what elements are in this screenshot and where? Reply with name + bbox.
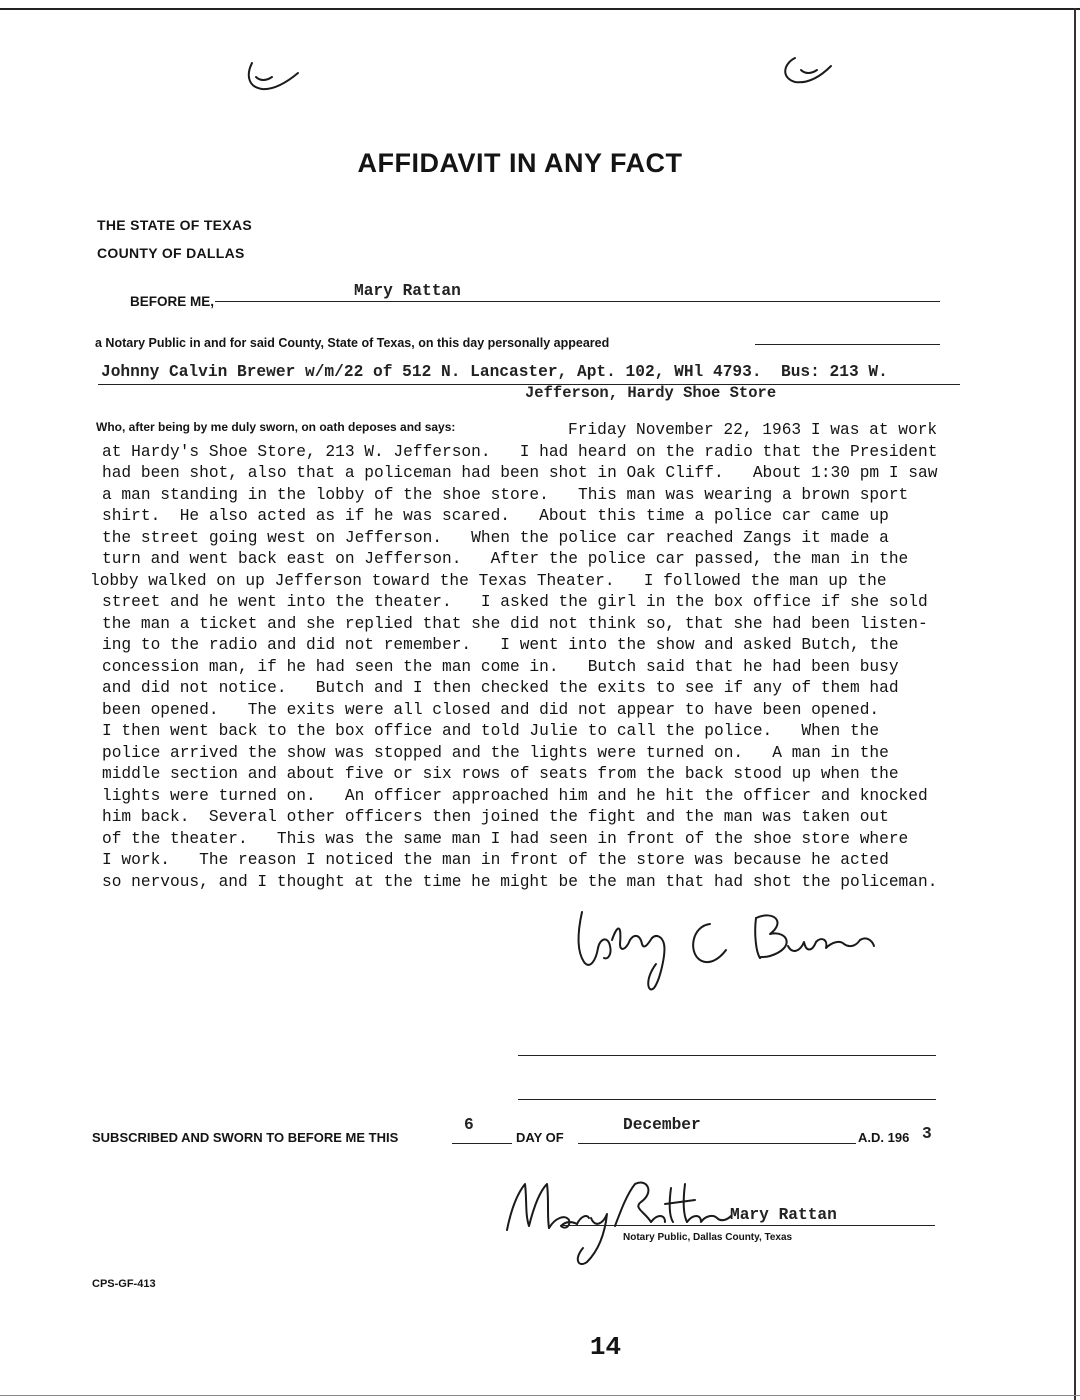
affiant-signature xyxy=(560,900,900,1000)
page-number: 14 xyxy=(589,1332,622,1362)
check-mark-right-icon xyxy=(775,50,845,95)
affiant-line-1: Johnny Calvin Brewer w/m/22 of 512 N. Lancaster, Apt. 102, WHl 4793. Bus: 213 W. xyxy=(101,363,888,381)
statement-line: been opened. The exits were all closed and did not appear to have been opened. xyxy=(102,700,880,719)
document-title: AFFIDAVIT IN ANY FACT xyxy=(357,148,683,178)
sworn-day: 6 xyxy=(464,1116,474,1134)
statement-body xyxy=(90,420,1042,893)
statement-line: middle section and about five or six rows of seats from the back stood up when the xyxy=(102,765,899,783)
statement-line: so nervous, and I thought at the time he might be the man that had shot the policeman. xyxy=(102,872,938,891)
sworn-label: SUBSCRIBED AND SWORN TO BEFORE ME THIS xyxy=(92,1130,399,1145)
statement-line: concession man, if he had seen the man come in. Butch said that he had been busy xyxy=(102,657,899,676)
page-bottom-edge xyxy=(0,1395,1080,1396)
state-label: THE STATE OF TEXAS xyxy=(97,217,252,233)
statement-line: police arrived the show was stopped and the lights were turned on. A man in the xyxy=(102,743,889,762)
before-me-label: BEFORE ME, xyxy=(130,294,215,309)
notary-name-typed: Mary Rattan xyxy=(354,282,461,300)
statement-line: a man standing in the lobby of the shoe store. This man was wearing a brown sport xyxy=(102,485,909,504)
sworn-year-digit: 3 xyxy=(922,1125,932,1143)
statement-line: had been shot, also that a policeman had been shot in Oak Cliff. About 1:30 pm I saw xyxy=(102,464,938,482)
notary-title: Notary Public, Dallas County, Texas xyxy=(623,1232,793,1243)
statement-line: the man a ticket and she replied that she did not think so, that she had been listen- xyxy=(102,614,928,633)
page-right-edge xyxy=(1074,8,1076,1400)
statement-line: at Hardy's Shoe Store, 213 W. Jefferson. I had heard on the radio that the President xyxy=(102,442,938,461)
form-number: CPS-GF-413 xyxy=(92,1278,156,1290)
notary-statement: a Notary Public in and for said County, State of Texas, on this day personally appeared xyxy=(95,336,610,350)
statement-line: I work. The reason I noticed the man in front of the store was because he acted xyxy=(102,851,889,869)
statement-line: and did not notice. Butch and I then checked the exits to see if any of them had xyxy=(102,679,899,697)
statement-line: shirt. He also acted as if he was scared. About this time a police car came up xyxy=(102,507,889,525)
page-top-edge xyxy=(0,8,1080,10)
deposes-label: Who, after being by me duly sworn, on oath deposes and says: xyxy=(96,420,456,434)
notary-signature-line xyxy=(560,1225,935,1226)
notary-typed-name: Mary Rattan xyxy=(730,1206,837,1224)
statement-line: him back. Several other officers then joined the fight and the man was taken out xyxy=(102,808,889,826)
signature-line-2 xyxy=(518,1099,936,1100)
statement-line: ing to the radio and did not remember. I went into the show and asked Butch, the xyxy=(102,636,899,654)
statement-line: street and he went into the theater. I asked the girl in the box office if she sold xyxy=(102,593,928,611)
notary-statement-underline xyxy=(755,344,940,345)
statement-line: turn and went back east on Jefferson. After the police car passed, the man in the xyxy=(102,550,909,568)
county-label: COUNTY OF DALLAS xyxy=(97,245,245,261)
statement-line: Friday November 22, 1963 I was at work xyxy=(568,421,938,439)
sworn-month: December xyxy=(623,1116,701,1134)
check-mark-left-icon xyxy=(240,55,310,100)
sworn-day-underline xyxy=(452,1143,512,1144)
sworn-month-underline xyxy=(578,1143,856,1144)
notary-signature xyxy=(495,1170,735,1270)
statement-line: I then went back to the box office and told Julie to call the police. When the xyxy=(102,722,880,740)
statement-line: lobby walked on up Jefferson toward the Texas Theater. I followed the man up the xyxy=(90,571,887,590)
statement-line: of the theater. This was the same man I had seen in front of the shoe store where xyxy=(102,829,909,848)
statement-line: lights were turned on. An officer approached him and he hit the officer and knocked xyxy=(102,786,928,805)
affiant-line-2: Jefferson, Hardy Shoe Store xyxy=(525,384,777,402)
ad-label: A.D. 196 xyxy=(858,1130,910,1145)
statement-line: the street going west on Jefferson. When the police car reached Zangs it made a xyxy=(102,528,889,547)
signature-line-1 xyxy=(518,1055,936,1056)
before-me-underline xyxy=(215,301,940,302)
day-of-label: DAY OF xyxy=(516,1130,564,1145)
